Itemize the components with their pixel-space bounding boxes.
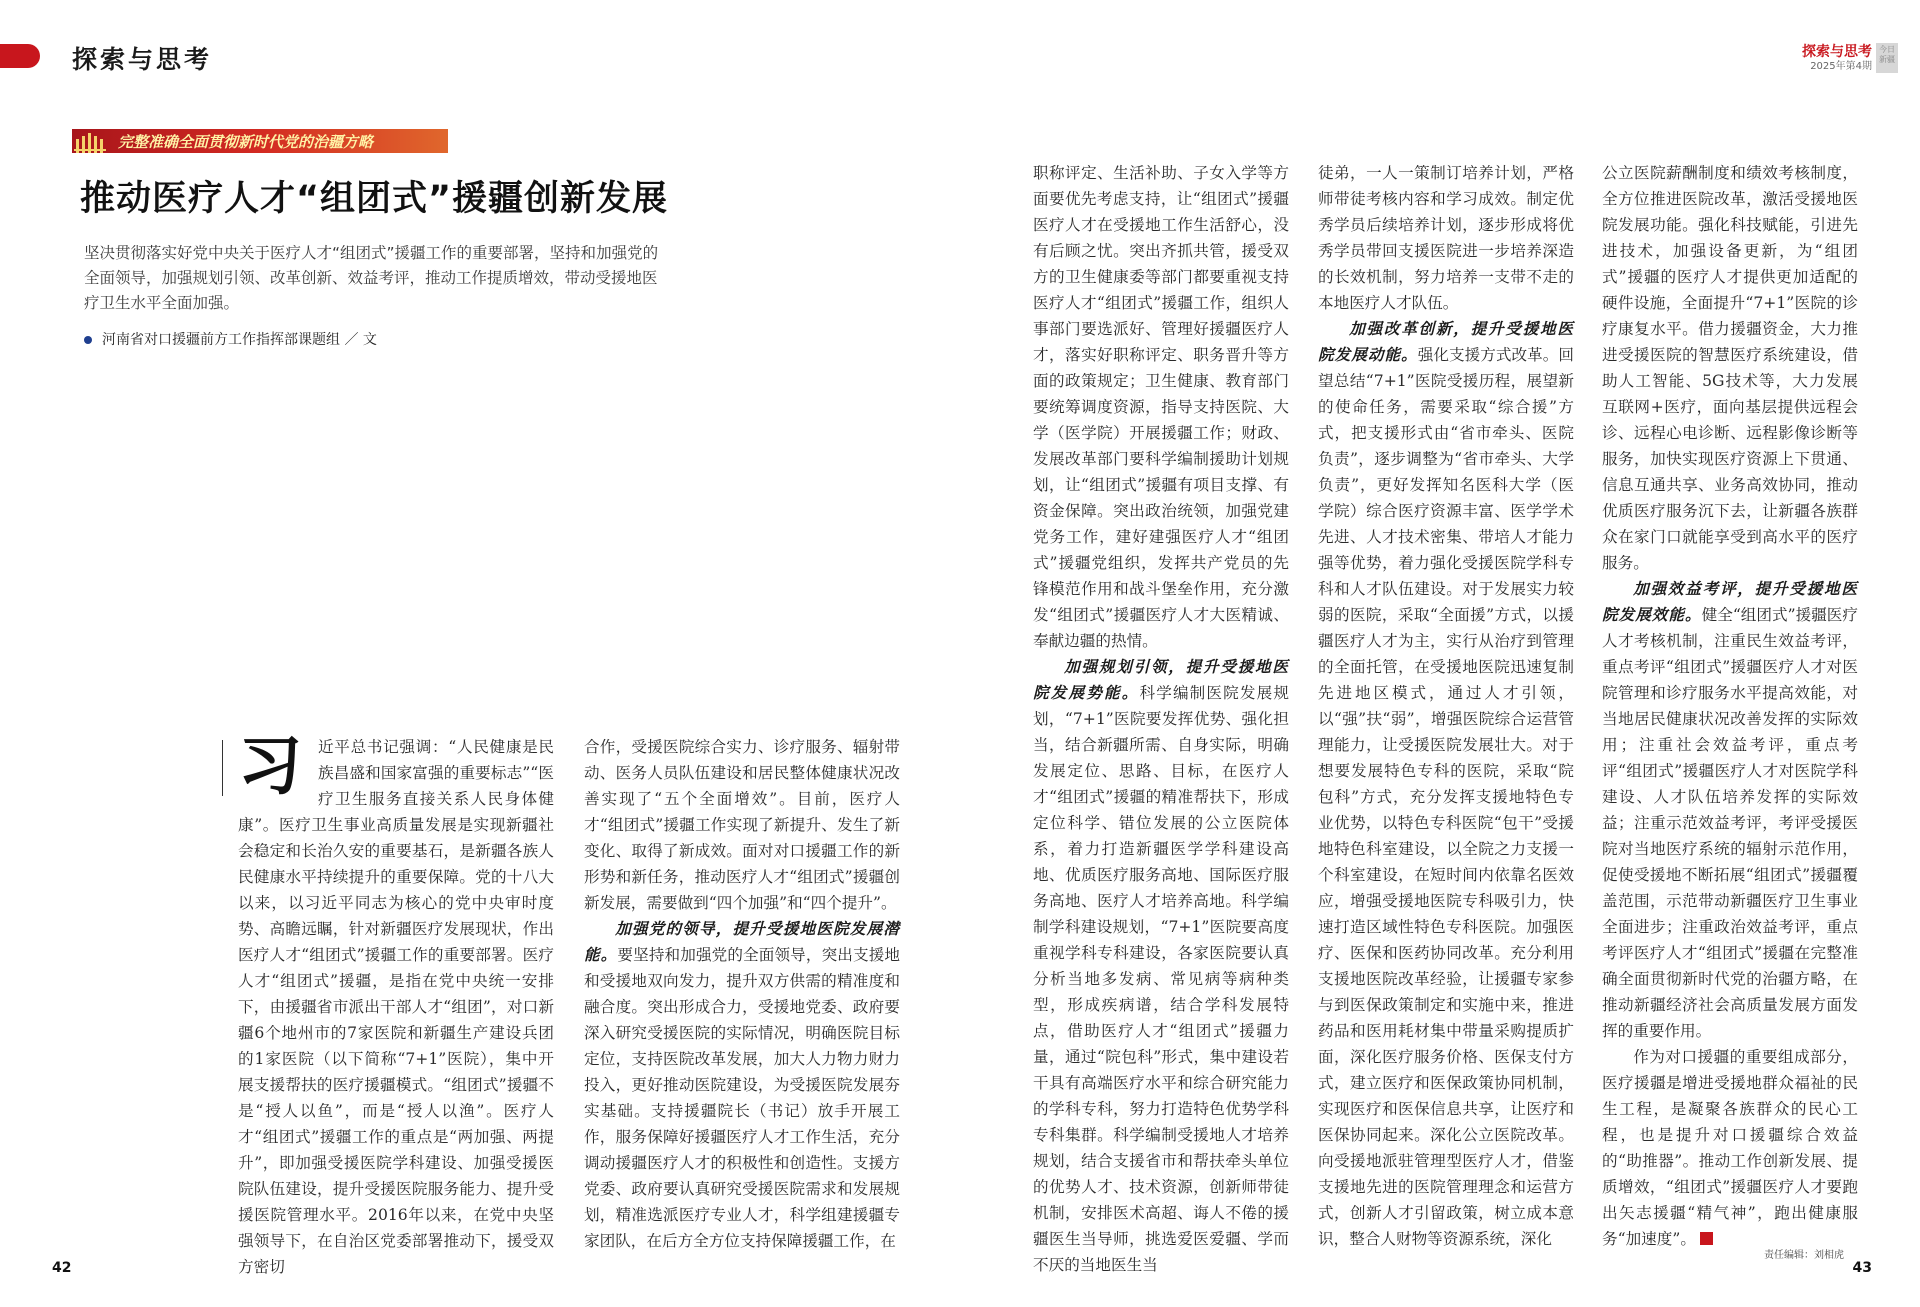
paragraph <box>1318 316 1574 1252</box>
dropcap: 习 <box>238 729 302 804</box>
body-column-2 <box>584 734 900 1254</box>
paragraph: 职称评定、生活补助、子女入学等方面要优先考虑支持，让“组团式”援疆医疗人才在受援地工作生活舒心，没有后顾之忧。突出齐抓共管，援受双方的卫生健康委等部门都要重视支持医疗人才“组团式”援疆工作，组织人事部门要选派好、管理好援疆医疗人才，落实好职称评定、职务晋升等方面的政策规定；卫生健康、教育部门要统筹调度资源，指导支持医院、大学（医学院）开展援疆工作；财政、发展改革部门要科学编制援助计划规划，让“组团式”援疆有项目支撑、有资金保障。突出政治统领，加强党建党务工作，建好建强医疗人才“组团式”援疆党组织，发挥共产党员的先锋模范作用和战斗堡垒作用，充分激发“组团式”援疆医疗人才大医精诚、奉献边疆的热情。 <box>1033 164 1289 650</box>
subheading: 加强规划引领，提升受援地医院发展势能。 <box>1033 657 1289 702</box>
paragraph <box>1033 654 1289 1278</box>
body-column-5 <box>1602 160 1858 1252</box>
subheading: 加强效益考评，提升受援地医院发展效能。 <box>1602 579 1858 624</box>
body-column-1 <box>238 729 554 1280</box>
banner-text: 完整准确全面贯彻新时代党的治疆方略 <box>118 133 374 151</box>
byline-text: 河南省对口援疆前方工作指挥部课题组 ／ 文 <box>102 332 377 348</box>
page-number-right: 43 <box>1852 1260 1872 1276</box>
paragraph: 近平总书记强调：“人民健康是民族昌盛和国家富强的重要标志”“医疗卫生服务直接关系人民身体健康”。医疗卫生事业高质量发展是实现新疆社会稳定和长治久安的重要基石，是新疆各族人民健康水平持续提升的重要保障。党的十八大以来，以习近平同志为核心的党中央审时度势、高瞻远瞩，针对新疆医疗发展现状，作出医疗人才“组团式”援疆工作的重要部署。医疗人才“组团式”援疆，是指在党中央统一安排下，由援疆省市派出干部人才“组团”，对口新疆6个地州市的7家医院和新疆生产建设兵团的1家医院（以下简称“7+1”医院），集中开展支援帮扶的医疗援疆模式。“组团式”援疆不是“授人以鱼”，而是“授人以渔”。医疗人才“组团式”援疆工作的重点是“两加强、两提升”，即加强受援医院学科建设、加强受援医院队伍建设，提升受援医院服务能力、提升受援医院管理水平。2016年以来，在党中央坚强领导下，在自治区党委部署推动下，援受双方密切 <box>238 738 554 1276</box>
paragraph <box>1602 576 1858 1044</box>
body-column-3 <box>1033 160 1289 1278</box>
masthead <box>1802 44 1872 73</box>
paragraph: 合作，受援医院综合实力、诊疗服务、辐射带动、医务人员队伍建设和居民整体健康状况改善实现了“五个全面增效”。目前，医疗人才“组团式”援疆工作实现了新提升、发生了新变化、取得了新成效。面对对口援疆工作的新形势和新任务，推动医疗人才“组团式”援疆创新发展，需要做到“四个加强”和“四个提升”。 <box>584 738 900 912</box>
paragraph-text: 要坚持和加强党的全面领导，突出支援地和受援地双向发力，提升双方供需的精准度和融合度。突出形成合力，受援地党委、政府要深入研究受援医院的实际情况，明确医院目标定位，支持医院改革发展，加大人力物力财力投入，更好推动医院建设，为受援医院发展夯实基础。支持援疆院长（书记）放手开展工作，服务保障好援疆医疗人才工作生活，充分调动援疆医疗人才的积极性和创造性。支援方党委、政府要认真研究受援医院需求和发展规划，精准选派医疗专业人才，科学组建援疆专家团队，在后方全方位支持保障援疆工作，在 <box>584 946 900 1250</box>
subheading: 加强党的领导，提升受援地医院发展潜能。 <box>584 919 900 964</box>
paragraph: 徒弟，一人一策制订培养计划，严格师带徒考核内容和学习成效。制定优秀学员后续培养计划，逐步形成将优秀学员带回支援医院进一步培养深造的长效机制，努力培养一支带不走的本地医疗人才队伍。 <box>1318 164 1574 312</box>
great-hall-icon <box>72 129 112 153</box>
paragraph-text: 科学编制医院发展规划，“7+1”医院要发挥优势、强化担当，结合新疆所需、自身实际，明确发展定位、思路、目标，在医疗人才“组团式”援疆的精准帮扶下，形成定位科学、错位发展的公立医院体系，着力打造新疆医学学科建设高地、优质医疗服务高地、国际医疗服务高地、医疗人才培养高地。科学编制学科建设规划，“7+1”医院要高度重视学科专科建设，各家医院要认真分析当地多发病、常见病等病种类型，形成疾病谱，结合学科发展特点，借助医疗人才“组团式”援疆力量，通过“院包科”形式，集中建设若干具有高端医疗水平和综合研究能力的学科专科，努力打造特色优势学科专科集群。科学编制受援地人才培养规划，结合支援省市和帮扶牵头单位的优势人才、技术资源，创新师带徒机制，安排医术高超、诲人不倦的援疆医生当导师，挑选爱医爱疆、学而不厌的当地医生当 <box>1033 684 1289 1274</box>
paragraph-text: 强化支援方式改革。回望总结“7+1”医院受援历程，展望新的使命任务，需要采取“综合援”方式，把支援形式由“省市牵头、医院负责”，逐步调整为“省市牵头、大学负责”，更好发挥知名医科大学（医学院）综合医疗资源丰富、医学学术先进、人才技术密集、带培人才能力强等优势，着力强化受援医院学科专科和人才队伍建设。对于发展实力较弱的医院，采取“全面援”方式，以援疆医疗人才为主，实行从治疗到管理的全面托管，在受援地医院迅速复制先进地区模式，通过人才引领，以“强”扶“弱”，增强医院综合运营管理能力，让受援医院发展壮大。对于想要发展特色专科的医院，采取“院包科”方式，充分发挥支援地特色专业优势，以特色专科医院“包干”受援地特色科室建设，以全院之力支援一个科室建设，在短时间内依靠名医效应，增强受援地医院专科吸引力，快速打造区域性特色专科医院。加强医疗、医保和医药协同改革。充分利用支援地医院改革经验，让援疆专家参与到医保政策制定和实施中来，推进药品和医用耗材集中带量采购提质扩面，深化医疗服务价格、医保支付方式，建立医疗和医保政策协同机制，实现医疗和医保信息共享，让医疗和医保协同起来。深化公立医院改革。向受援地派驻管理型医疗人才，借鉴支援地先进的医院管理理念和运营方式，创新人才引留政策，树立成本意识，整合人财物等资源系统，深化 <box>1318 346 1574 1248</box>
subheading: 加强改革创新，提升受援地医院发展动能。 <box>1318 319 1574 364</box>
paragraph <box>584 916 900 1254</box>
bullet-icon <box>84 336 92 344</box>
end-mark-icon <box>1700 1232 1713 1245</box>
editor-credit: 责任编辑：刘相虎 <box>1764 1250 1844 1261</box>
magazine-logo: 今日新疆 <box>1876 43 1898 73</box>
section-title: 探索与思考 <box>72 45 213 74</box>
byline <box>84 329 377 349</box>
page-number-left: 42 <box>52 1260 72 1276</box>
paragraph: 公立医院薪酬制度和绩效考核制度，全方位推进医院改革，激活受援地医院发展功能。强化科技赋能，引进先进技术，加强设备更新，为“组团式”援疆的医疗人才提供更加适配的硬件设施，全面提升“7+1”医院的诊疗康复水平。借力援疆资金，大力推进受援医院的智慧医疗系统建设，借助人工智能、5G技术等，大力发展互联网+医疗，面向基层提供远程会诊、远程心电诊断、远程影像诊断等服务，加快实现医疗资源上下贯通、信息互通共享、业务高效协同，推动优质医疗服务沉下去，让新疆各族群众在家门口就能享受到高水平的医疗服务。 <box>1602 164 1858 572</box>
body-column-4 <box>1318 160 1574 1252</box>
masthead-issue: 2025年第4期 <box>1810 61 1872 72</box>
section-tab-marker <box>0 44 40 68</box>
article-title: 推动医疗人才“组团式”援疆创新发展 <box>80 179 669 219</box>
paragraph-text: 作为对口援疆的重要组成部分，医疗援疆是增进受援地群众福祉的民生工程，是凝聚各族群众的民心工程，也是提升对口援疆综合效益的“助推器”。推动工作创新发展、提质增效，“组团式”援疆医疗人才要跑出矢志援疆“精气神”，跑出健康服务“加速度”。 <box>1602 1048 1858 1248</box>
paragraph-text: 健全“组团式”援疆医疗人才考核机制，注重民生效益考评，重点考评“组团式”援疆医疗人才对医院管理和诊疗服务水平提高效能，对当地居民健康状况改善发挥的实际效用；注重社会效益考评，重点考评“组团式”援疆医疗人才对医院学科建设、人才队伍培养发挥的实际效益；注重示范效益考评，考评受援医院对当地医疗系统的辐射示范作用，促使受援地不断拓展“组团式”援疆覆盖范围，示范带动新疆医疗卫生事业全面进步；注重政治效益考评，重点考评医疗人才“组团式”援疆在完整准确全面贯彻新时代党的治疆方略，在推动新疆经济社会高质量发展方面发挥的重要作用。 <box>1602 606 1859 1040</box>
article-standfirst: 坚决贯彻落实好党中央关于医疗人才“组团式”援疆工作的重要部署，坚持和加强党的全面领导，加强规划引领、改革创新、效益考评，推动工作提质增效，带动受援地医疗卫生水平全面加强。 <box>84 244 659 312</box>
dropcap-rule <box>222 740 223 796</box>
masthead-title: 探索与思考 <box>1802 44 1872 60</box>
paragraph <box>1602 1044 1858 1252</box>
